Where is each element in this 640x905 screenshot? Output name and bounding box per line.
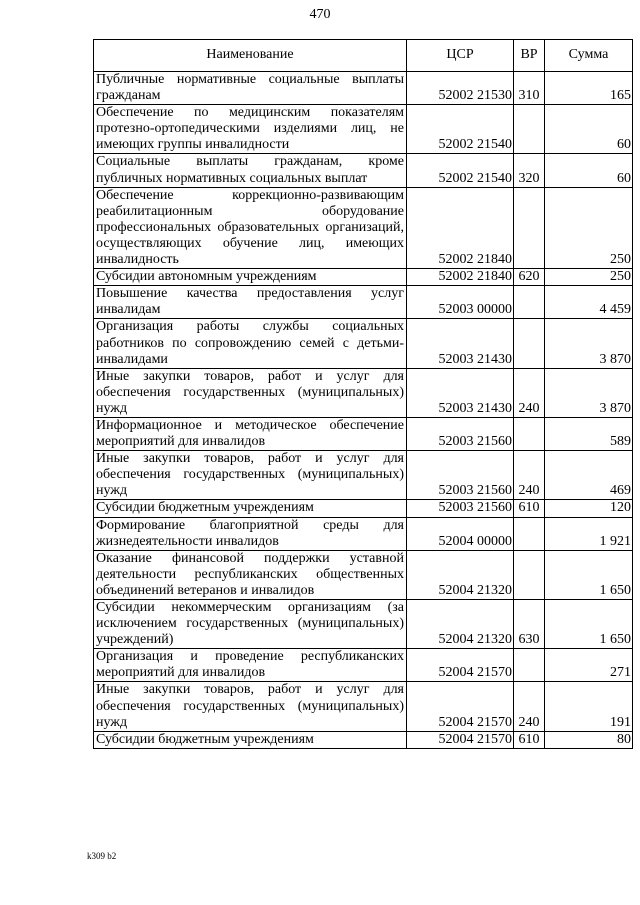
row-vr <box>514 417 545 450</box>
table-row <box>94 500 633 517</box>
table-row <box>94 550 633 599</box>
row-vr: 620 <box>514 269 545 286</box>
row-name: Формирование благоприятной среды для жизнедеятельности инвалидов <box>94 517 407 550</box>
row-vr <box>514 187 545 268</box>
table-row <box>94 649 633 682</box>
row-sum: 3 870 <box>545 368 633 417</box>
row-csr: 52003 21560 <box>407 500 514 517</box>
row-name: Организация и проведение республиканских мероприятий для инвалидов <box>94 649 407 682</box>
table-row <box>94 517 633 550</box>
row-sum: 165 <box>545 72 633 105</box>
table-row <box>94 682 633 731</box>
row-name: Информационное и методическое обеспечение мероприятий для инвалидов <box>94 417 407 450</box>
row-csr: 52002 21840 <box>407 269 514 286</box>
footer-code: k309 b2 <box>87 851 117 861</box>
table-header-row <box>94 40 633 72</box>
row-vr <box>514 517 545 550</box>
row-name: Иные закупки товаров, работ и услуг для обеспечения государственных (муниципальных) нужд <box>94 451 407 500</box>
row-csr: 52002 21840 <box>407 187 514 268</box>
row-sum: 120 <box>545 500 633 517</box>
row-sum: 60 <box>545 105 633 154</box>
row-name: Субсидии автономным учреждениям <box>94 269 407 286</box>
row-vr: 240 <box>514 368 545 417</box>
row-sum: 191 <box>545 682 633 731</box>
row-vr: 610 <box>514 500 545 517</box>
row-name: Обеспечение по медицинским показателям протезно-ортопедическими изделиями лиц, не имеющих группы инвалидности <box>94 105 407 154</box>
row-sum: 469 <box>545 451 633 500</box>
row-csr: 52004 21320 <box>407 600 514 649</box>
row-csr: 52002 21540 <box>407 154 514 187</box>
row-sum: 271 <box>545 649 633 682</box>
header-vr: ВР <box>514 40 545 72</box>
header-csr: ЦСР <box>407 40 514 72</box>
header-name: Наименование <box>94 40 407 72</box>
row-vr: 310 <box>514 72 545 105</box>
row-vr: 320 <box>514 154 545 187</box>
row-sum: 60 <box>545 154 633 187</box>
row-csr: 52004 21570 <box>407 731 514 748</box>
row-vr <box>514 105 545 154</box>
table-row <box>94 286 633 319</box>
row-name: Социальные выплаты гражданам, кроме публичных нормативных социальных выплат <box>94 154 407 187</box>
row-name: Публичные нормативные социальные выплаты гражданам <box>94 72 407 105</box>
header-sum: Сумма <box>545 40 633 72</box>
row-csr: 52003 21560 <box>407 417 514 450</box>
row-sum: 3 870 <box>545 319 633 368</box>
table-row <box>94 417 633 450</box>
row-csr: 52004 21570 <box>407 649 514 682</box>
row-csr: 52004 21570 <box>407 682 514 731</box>
row-csr: 52003 21430 <box>407 319 514 368</box>
row-name: Оказание финансовой поддержки уставной деятельности республиканских общественных объединений ветеранов и инвалидов <box>94 550 407 599</box>
table-row <box>94 600 633 649</box>
row-vr <box>514 649 545 682</box>
table-row <box>94 187 633 268</box>
table-row <box>94 451 633 500</box>
page-number: 470 <box>309 7 331 22</box>
row-vr: 610 <box>514 731 545 748</box>
row-csr: 52002 21530 <box>407 72 514 105</box>
row-sum: 1 921 <box>545 517 633 550</box>
row-name: Субсидии бюджетным учреждениям <box>94 731 407 748</box>
table-row <box>94 269 633 286</box>
row-name: Иные закупки товаров, работ и услуг для обеспечения государственных (муниципальных) нужд <box>94 368 407 417</box>
row-name: Повышение качества предоставления услуг инвалидам <box>94 286 407 319</box>
budget-table <box>93 39 633 749</box>
row-csr: 52004 21320 <box>407 550 514 599</box>
row-vr: 240 <box>514 451 545 500</box>
table-row <box>94 731 633 748</box>
table-row <box>94 72 633 105</box>
row-sum: 250 <box>545 187 633 268</box>
row-csr: 52003 21430 <box>407 368 514 417</box>
row-csr: 52003 00000 <box>407 286 514 319</box>
row-csr: 52003 21560 <box>407 451 514 500</box>
row-name: Иные закупки товаров, работ и услуг для обеспечения государственных (муниципальных) нужд <box>94 682 407 731</box>
table-body <box>94 72 633 749</box>
table-row <box>94 368 633 417</box>
row-csr: 52004 00000 <box>407 517 514 550</box>
row-csr: 52002 21540 <box>407 105 514 154</box>
row-sum: 589 <box>545 417 633 450</box>
row-vr <box>514 286 545 319</box>
table-row <box>94 154 633 187</box>
table-row <box>94 319 633 368</box>
row-vr <box>514 550 545 599</box>
row-name: Обеспечение коррекционно-развивающим реабилитационным оборудование профессиональных образовательных организаций, осуществляющих обучение лиц, имеющих инвалидность <box>94 187 407 268</box>
row-sum: 1 650 <box>545 600 633 649</box>
table-row <box>94 105 633 154</box>
row-name: Организация работы службы социальных работников по сопровождению семей с детьми-инвалидами <box>94 319 407 368</box>
row-sum: 250 <box>545 269 633 286</box>
row-sum: 1 650 <box>545 550 633 599</box>
row-vr: 630 <box>514 600 545 649</box>
row-sum: 4 459 <box>545 286 633 319</box>
row-name: Субсидии бюджетным учреждениям <box>94 500 407 517</box>
row-vr: 240 <box>514 682 545 731</box>
row-vr <box>514 319 545 368</box>
row-name: Субсидии некоммерческим организациям (за исключением государственных (муниципальных) учреждений) <box>94 600 407 649</box>
row-sum: 80 <box>545 731 633 748</box>
